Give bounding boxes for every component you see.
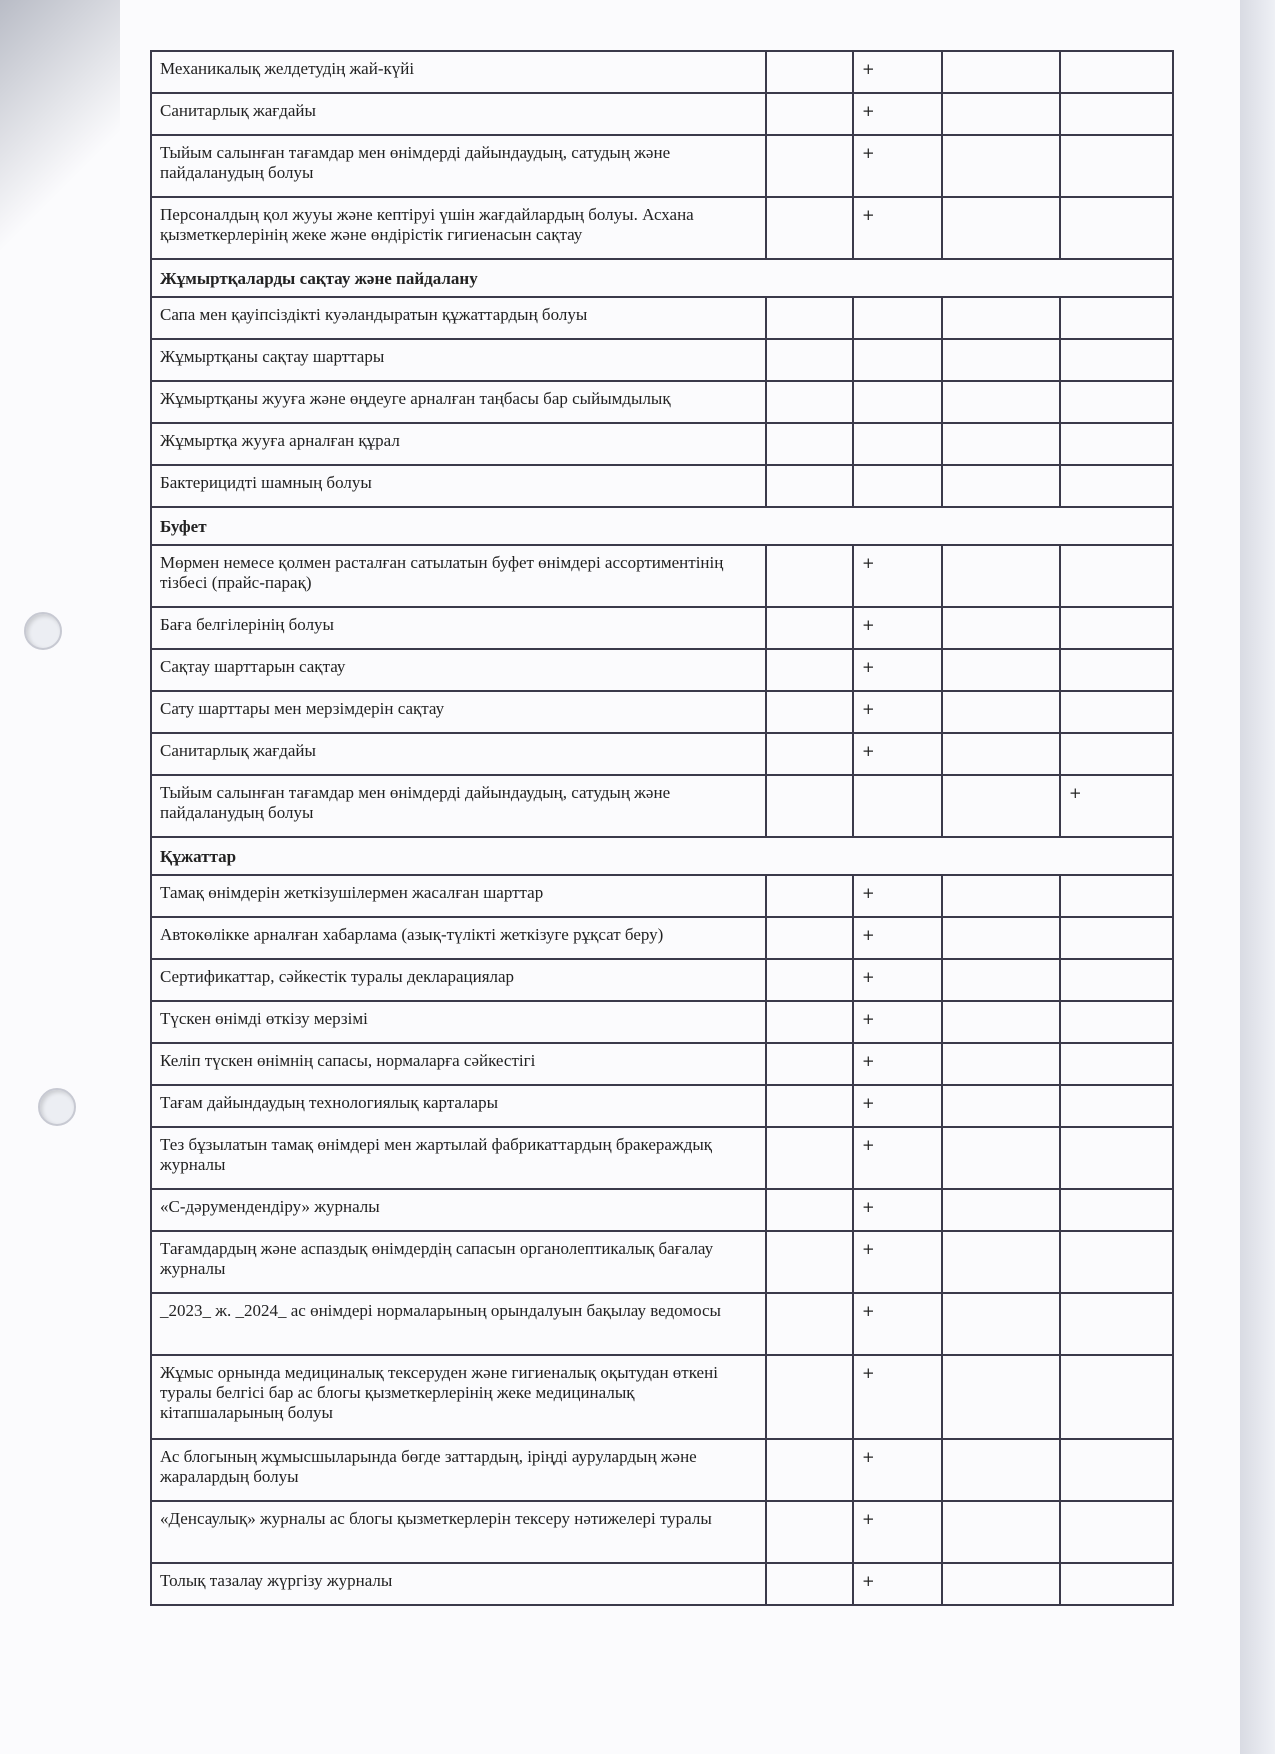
mark-cell: [942, 1355, 1060, 1439]
mark-cell: [942, 1189, 1060, 1231]
mark-cell: [1060, 545, 1173, 607]
mark-cell: [942, 51, 1060, 93]
mark-cell: +: [853, 733, 942, 775]
mark-cell: +: [853, 197, 942, 259]
mark-cell: [942, 1231, 1060, 1293]
mark-cell: [942, 959, 1060, 1001]
criterion-text: Тамақ өнімдерін жеткізушілермен жасалған шарттар: [151, 875, 766, 917]
mark-cell: [1060, 1563, 1173, 1605]
mark-cell: [766, 1231, 853, 1293]
mark-cell: +: [853, 1501, 942, 1563]
mark-cell: [766, 465, 853, 507]
criterion-text: Жұмыс орнында медициналық тексеруден және гигиеналық оқытудан өткені туралы белгісі бар ас блогы қызметкерлерінің жеке медициналық кітапшаларының болуы: [151, 1355, 766, 1439]
mark-cell: [942, 1043, 1060, 1085]
mark-cell: +: [853, 1189, 942, 1231]
table-row: [151, 1127, 1173, 1189]
mark-cell: +: [853, 135, 942, 197]
table-row: [151, 917, 1173, 959]
mark-cell: [766, 1501, 853, 1563]
criterion-text: Тағамдардың және аспаздық өнімдердің сапасын органолептикалық бағалау журналы: [151, 1231, 766, 1293]
mark-cell: +: [853, 959, 942, 1001]
mark-cell: [766, 1439, 853, 1501]
mark-cell: [766, 545, 853, 607]
mark-cell: +: [853, 1001, 942, 1043]
mark-cell: +: [853, 1293, 942, 1355]
criterion-text: Мөрмен немесе қолмен расталған сатылатын буфет өнімдері ассортиментінің тізбесі (прайс-парақ): [151, 545, 766, 607]
mark-cell: [766, 1355, 853, 1439]
section-title: Буфет: [151, 507, 1173, 545]
criterion-text: Механикалық желдетудің жай-күйі: [151, 51, 766, 93]
next-sheet-edge: [1240, 0, 1275, 1754]
mark-cell: [766, 649, 853, 691]
criterion-text: Жұмыртқаны жууға және өңдеуге арналған таңбасы бар сыйымдылық: [151, 381, 766, 423]
criterion-text: Автокөлікке арналған хабарлама (азық-түлікті жеткізуге рұқсат беру): [151, 917, 766, 959]
criterion-text: Санитарлық жағдайы: [151, 733, 766, 775]
mark-cell: [766, 339, 853, 381]
mark-cell: [1060, 1189, 1173, 1231]
table-row: [151, 1439, 1173, 1501]
table-row: [151, 607, 1173, 649]
mark-cell: [1060, 1043, 1173, 1085]
mark-cell: [1060, 93, 1173, 135]
mark-cell: +: [853, 875, 942, 917]
table-row: [151, 545, 1173, 607]
mark-cell: [853, 381, 942, 423]
mark-cell: [766, 607, 853, 649]
criterion-text: Санитарлық жағдайы: [151, 93, 766, 135]
mark-cell: [766, 1085, 853, 1127]
criterion-text: Ас блогының жұмысшыларында бөгде заттардың, іріңді аурулардың және жаралардың болуы: [151, 1439, 766, 1501]
mark-cell: +: [853, 93, 942, 135]
criterion-text: Түскен өнімді өткізу мерзімі: [151, 1001, 766, 1043]
table-row: [151, 959, 1173, 1001]
mark-cell: [1060, 1501, 1173, 1563]
mark-cell: [766, 691, 853, 733]
criterion-text: Жұмыртқаны сақтау шарттары: [151, 339, 766, 381]
mark-cell: [766, 875, 853, 917]
mark-cell: [766, 775, 853, 837]
criterion-text: Баға белгілерінің болуы: [151, 607, 766, 649]
mark-cell: +: [853, 1439, 942, 1501]
mark-cell: +: [853, 917, 942, 959]
mark-cell: [942, 297, 1060, 339]
criterion-text: Тыйым салынған тағамдар мен өнімдерді дайындаудың, сатудың және пайдаланудың болуы: [151, 775, 766, 837]
mark-cell: +: [853, 691, 942, 733]
mark-cell: [942, 1085, 1060, 1127]
mark-cell: [942, 1001, 1060, 1043]
mark-cell: [942, 607, 1060, 649]
mark-cell: [942, 545, 1060, 607]
mark-cell: [853, 339, 942, 381]
criterion-text: Тағам дайындаудың технологиялық карталары: [151, 1085, 766, 1127]
mark-cell: +: [853, 545, 942, 607]
criterion-text: Тез бұзылатын тамақ өнімдері мен жартылай фабрикаттардың бракераждық журналы: [151, 1127, 766, 1189]
table-row: [151, 1563, 1173, 1605]
mark-cell: [942, 135, 1060, 197]
mark-cell: [942, 1293, 1060, 1355]
mark-cell: [942, 339, 1060, 381]
mark-cell: [1060, 1127, 1173, 1189]
mark-cell: [853, 297, 942, 339]
table-row: [151, 339, 1173, 381]
inspection-checklist-table: [150, 50, 1174, 1606]
mark-cell: [1060, 917, 1173, 959]
mark-cell: +: [853, 1043, 942, 1085]
mark-cell: [1060, 465, 1173, 507]
mark-cell: [1060, 1231, 1173, 1293]
section-title: Құжаттар: [151, 837, 1173, 875]
mark-cell: [853, 465, 942, 507]
mark-cell: [766, 959, 853, 1001]
criterion-text: Тыйым салынған тағамдар мен өнімдерді дайындаудың, сатудың және пайдаланудың болуы: [151, 135, 766, 197]
criterion-text: Персоналдың қол жууы және кептіруі үшін жағдайлардың болуы. Асхана қызметкерлерінің жеке және өндірістік гигиенасын сақтау: [151, 197, 766, 259]
criterion-text: Сертификаттар, сәйкестік туралы декларациялар: [151, 959, 766, 1001]
mark-cell: [766, 917, 853, 959]
table-row: [151, 733, 1173, 775]
table-row: [151, 423, 1173, 465]
mark-cell: [766, 1563, 853, 1605]
mark-cell: [766, 135, 853, 197]
mark-cell: [942, 465, 1060, 507]
criterion-text: Келіп түскен өнімнің сапасы, нормаларға сәйкестігі: [151, 1043, 766, 1085]
mark-cell: [942, 917, 1060, 959]
mark-cell: [766, 1127, 853, 1189]
mark-cell: [1060, 875, 1173, 917]
mark-cell: [1060, 51, 1173, 93]
criterion-text: Сақтау шарттарын сақтау: [151, 649, 766, 691]
mark-cell: [942, 691, 1060, 733]
table-row: [151, 1355, 1173, 1439]
criterion-text: _2023_ ж. _2024_ ас өнімдері нормаларының орындалуын бақылау ведомосы: [151, 1293, 766, 1355]
table-row: [151, 93, 1173, 135]
section-title: Жұмыртқаларды сақтау және пайдалану: [151, 259, 1173, 297]
table-row: [151, 1293, 1173, 1355]
mark-cell: +: [853, 1127, 942, 1189]
section-header-row: [151, 259, 1173, 297]
table-row: [151, 1043, 1173, 1085]
section-header-row: [151, 837, 1173, 875]
table-row: [151, 1189, 1173, 1231]
mark-cell: [766, 51, 853, 93]
mark-cell: [942, 381, 1060, 423]
mark-cell: [1060, 1355, 1173, 1439]
mark-cell: [942, 423, 1060, 465]
table-row: [151, 297, 1173, 339]
mark-cell: [1060, 1293, 1173, 1355]
criterion-text: «С-дәрумендендіру» журналы: [151, 1189, 766, 1231]
mark-cell: [853, 423, 942, 465]
mark-cell: +: [853, 1563, 942, 1605]
mark-cell: +: [853, 1231, 942, 1293]
table-row: [151, 775, 1173, 837]
mark-cell: [766, 381, 853, 423]
table-row: [151, 1085, 1173, 1127]
mark-cell: [766, 297, 853, 339]
table-row: [151, 1001, 1173, 1043]
mark-cell: [1060, 197, 1173, 259]
mark-cell: [1060, 339, 1173, 381]
table-row: [151, 875, 1173, 917]
table-row: [151, 197, 1173, 259]
mark-cell: [766, 93, 853, 135]
table-row: [151, 649, 1173, 691]
mark-cell: [942, 1501, 1060, 1563]
table-row: [151, 1231, 1173, 1293]
mark-cell: [1060, 297, 1173, 339]
mark-cell: [1060, 1001, 1173, 1043]
mark-cell: +: [853, 1085, 942, 1127]
mark-cell: [1060, 381, 1173, 423]
mark-cell: [766, 1043, 853, 1085]
table-row: [151, 51, 1173, 93]
criterion-text: Сапа мен қауіпсіздікті куәландыратын құжаттардың болуы: [151, 297, 766, 339]
criterion-text: Толық тазалау жүргізу журналы: [151, 1563, 766, 1605]
mark-cell: [1060, 649, 1173, 691]
criterion-text: Жұмыртқа жууға арналған құрал: [151, 423, 766, 465]
mark-cell: [766, 1001, 853, 1043]
mark-cell: +: [853, 51, 942, 93]
criterion-text: Сату шарттары мен мерзімдерін сақтау: [151, 691, 766, 733]
mark-cell: [1060, 959, 1173, 1001]
mark-cell: [942, 1439, 1060, 1501]
mark-cell: [1060, 691, 1173, 733]
table-row: [151, 691, 1173, 733]
mark-cell: [1060, 423, 1173, 465]
mark-cell: [942, 1127, 1060, 1189]
criterion-text: «Денсаулық» журналы ас блогы қызметкерлерін тексеру нәтижелері туралы: [151, 1501, 766, 1563]
table-row: [151, 1501, 1173, 1563]
page-shadow: [0, 0, 120, 300]
mark-cell: [853, 775, 942, 837]
mark-cell: [942, 733, 1060, 775]
mark-cell: [942, 875, 1060, 917]
punch-hole: [24, 612, 62, 650]
table-row: [151, 465, 1173, 507]
mark-cell: [766, 1293, 853, 1355]
mark-cell: [766, 1189, 853, 1231]
mark-cell: +: [1060, 775, 1173, 837]
mark-cell: [942, 775, 1060, 837]
mark-cell: [942, 649, 1060, 691]
mark-cell: [1060, 607, 1173, 649]
mark-cell: +: [853, 649, 942, 691]
mark-cell: [1060, 1439, 1173, 1501]
mark-cell: [942, 197, 1060, 259]
mark-cell: [942, 93, 1060, 135]
punch-hole: [38, 1088, 76, 1126]
mark-cell: [766, 733, 853, 775]
criterion-text: Бактерицидті шамның болуы: [151, 465, 766, 507]
mark-cell: [766, 423, 853, 465]
mark-cell: [942, 1563, 1060, 1605]
mark-cell: +: [853, 1355, 942, 1439]
mark-cell: [766, 197, 853, 259]
mark-cell: [1060, 733, 1173, 775]
mark-cell: [1060, 1085, 1173, 1127]
section-header-row: [151, 507, 1173, 545]
mark-cell: +: [853, 607, 942, 649]
mark-cell: [1060, 135, 1173, 197]
table-row: [151, 135, 1173, 197]
table-row: [151, 381, 1173, 423]
